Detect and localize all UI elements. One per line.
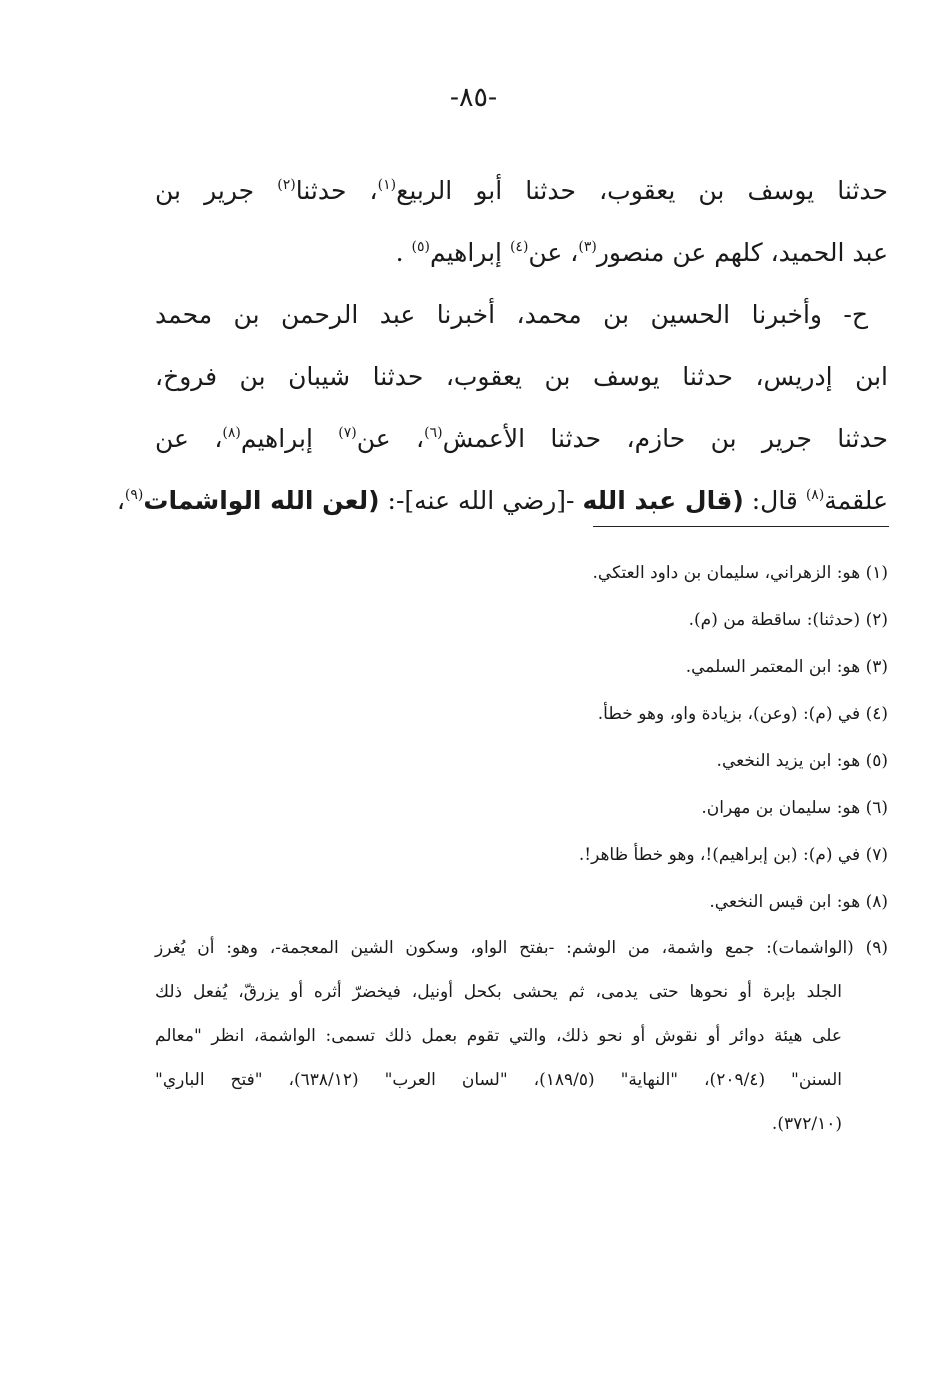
text-line [155, 160, 888, 222]
footnote-7: (٧) في (م): (بن إبراهيم)!، وهو خطأ ظاهر!. [578, 845, 888, 865]
bold-phrase: (قال عبد الله [582, 486, 744, 515]
footnote-4: (٤) في (م): (وعن)، بزيادة واو، وهو خطأ. [597, 704, 888, 724]
footnote-ref: (٨) [222, 425, 241, 441]
footnote-ref: (٥) [411, 239, 430, 255]
footnote-ref: (٧) [338, 425, 357, 441]
text-span: ح- وأخبرنا الحسين بن محمد، أخبرنا عبد الرحمن بن محمد [155, 300, 868, 329]
footnote-1: (١) هو: الزهراني، سليمان بن داود العتكي. [592, 563, 888, 583]
footnote-8: (٨) هو: ابن قيس النخعي. [709, 892, 888, 912]
text-span: -[رضي الله عنه]-: [379, 486, 583, 515]
text-span: حدثنا جرير بن حازم، حدثنا الأعمش [442, 424, 888, 453]
footnote-9-line: (٩) (الواشمات): جمع واشمة، من الوشم: -بفتح الواو، وسكون الشين المعجمة-، وهو: أن يُغرز [155, 938, 888, 958]
text-line [155, 222, 888, 284]
main-text [116, 160, 889, 532]
page-number: -٨٥- [449, 82, 498, 113]
text-span: ، حدثنا [295, 176, 378, 205]
footnotes [155, 550, 888, 1146]
footnote-9-line: السنن" (٢٠٩/٤)، "النهاية" (١٨٩/٥)، "لسان العرب" (٦٣٨/١٢)، "فتح الباري" [155, 1070, 842, 1090]
footnote-ref: (٣) [578, 239, 597, 255]
footnote-3: (٣) هو: ابن المعتمر السلمي. [685, 657, 888, 677]
text-span: إبراهيم [240, 424, 339, 453]
text-span: . [395, 238, 412, 267]
footnote-ref: (٩) [124, 487, 144, 503]
footnote-9-line: الجلد بإبرة أو نحوها حتى يدمى، ثم يحشى بكحل أونيل، فيخضرّ أثره أو يزرقّ، يُفعل ذلك [155, 982, 842, 1002]
footnote-6: (٦) هو: سليمان بن مهران. [701, 798, 888, 818]
text-span: جرير بن [155, 176, 278, 205]
text-span: عبد الحميد، كلهم عن منصور [596, 238, 888, 267]
bold-phrase: (لعن الله الواشمات [143, 486, 380, 515]
footnote-ref: (٨) [805, 487, 825, 503]
text-line [155, 408, 888, 470]
footnote-ref: (١) [377, 177, 397, 193]
text-span: إبراهيم [429, 238, 510, 267]
footnote-2: (٢) (حدثنا): ساقطة من (م). [688, 610, 888, 630]
text-span: قال: [743, 486, 806, 515]
text-span: حدثنا يوسف بن يعقوب، حدثنا أبو الربيع [396, 176, 889, 205]
text-line [155, 284, 888, 346]
text-line [155, 346, 888, 408]
text-span: ، [116, 486, 125, 515]
footnote-9-line: (٣٧٢/١٠). [771, 1114, 842, 1134]
text-span: ، عن [528, 238, 579, 267]
text-span: ، عن [356, 424, 425, 453]
footnote-ref: (٤) [509, 239, 529, 255]
text-line [116, 470, 888, 532]
footnote-divider [593, 526, 889, 527]
footnote-9-line: على هيئة دوائر أو نقوش أو نحو ذلك، والتي تقوم بعمل ذلك تسمى: الواشمة، انظر "معالم [155, 1026, 842, 1046]
footnote-9 [155, 926, 888, 1146]
footnote-5: (٥) هو: ابن يزيد النخعي. [716, 751, 888, 771]
footnote-ref: (٦) [424, 425, 443, 441]
text-span: ابن إدريس، حدثنا يوسف بن يعقوب، حدثنا شيبان بن فروخ، [155, 362, 888, 391]
text-span: ، عن [155, 424, 223, 453]
text-span: علقمة [824, 486, 888, 515]
footnote-ref: (٢) [277, 177, 296, 193]
